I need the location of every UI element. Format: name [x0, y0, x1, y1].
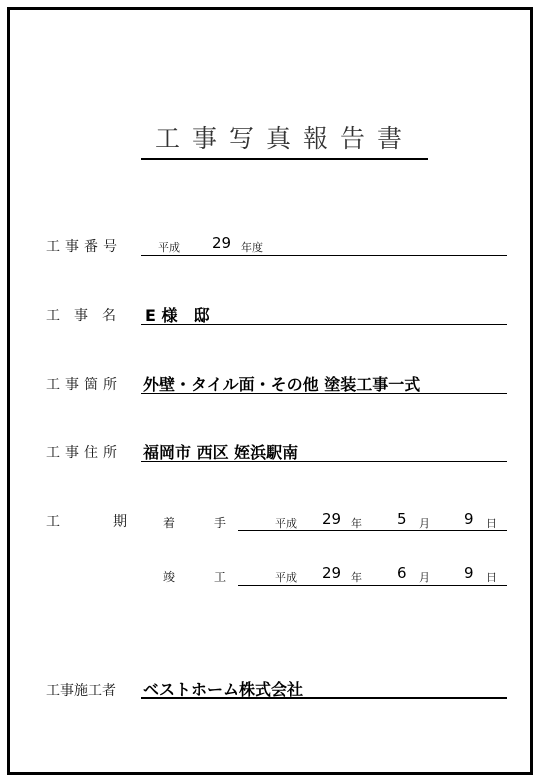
document-title: 工事写真報告書 [141, 124, 428, 160]
koki-label-right: 期 [113, 514, 127, 530]
koji-kasho-underline [141, 393, 507, 394]
koji-bango-year: 29 [212, 234, 232, 252]
koki-start-label-b: 手 [214, 516, 227, 530]
koki-start-month: 5 [397, 510, 407, 528]
koki-start-month-unit: 月 [419, 517, 430, 530]
koji-jusho-underline [141, 461, 507, 462]
koki-end-era: 平成 [275, 571, 297, 584]
koji-bango-underline [141, 255, 507, 256]
koji-kasho-label: 工事箇所 [46, 377, 122, 393]
koki-end-day: 9 [464, 564, 474, 582]
koki-start-day-unit: 日 [486, 517, 497, 530]
koki-start-year-unit: 年 [351, 517, 362, 530]
koji-jusho-value: 福岡市 西区 姪浜駅南 [143, 443, 299, 462]
sekosha-label: 工事施工者 [46, 683, 116, 699]
sekosha-value: ベストホーム株式会社 [143, 680, 304, 699]
koki-start-day: 9 [464, 510, 474, 528]
koji-bango-era: 平成 [158, 241, 180, 254]
koki-start-year: 29 [322, 510, 342, 528]
koji-mei-underline [141, 324, 507, 325]
koji-kasho-value: 外壁・タイル面・その他 塗装工事一式 [143, 375, 421, 394]
koki-end-underline [238, 585, 507, 586]
koki-label-left: 工 [46, 514, 60, 530]
koki-start-label-a: 着 [163, 516, 176, 530]
koki-end-year: 29 [322, 564, 342, 582]
koki-end-month-unit: 月 [419, 571, 430, 584]
koki-start-era: 平成 [275, 517, 297, 530]
koji-bango-suffix: 年度 [241, 241, 263, 254]
koki-end-year-unit: 年 [351, 571, 362, 584]
koki-end-label-a: 竣 [163, 570, 176, 584]
koki-end-day-unit: 日 [486, 571, 497, 584]
koki-end-label-b: 工 [214, 570, 227, 584]
koki-end-month: 6 [397, 564, 407, 582]
sekosha-underline [141, 697, 507, 699]
koki-start-underline [238, 530, 507, 531]
koji-bango-label: 工事番号 [46, 239, 122, 255]
koji-mei-value: E 様 邸 [145, 306, 210, 325]
koji-mei-label: 工 事 名 [46, 308, 116, 324]
koji-jusho-label: 工事住所 [46, 445, 122, 461]
